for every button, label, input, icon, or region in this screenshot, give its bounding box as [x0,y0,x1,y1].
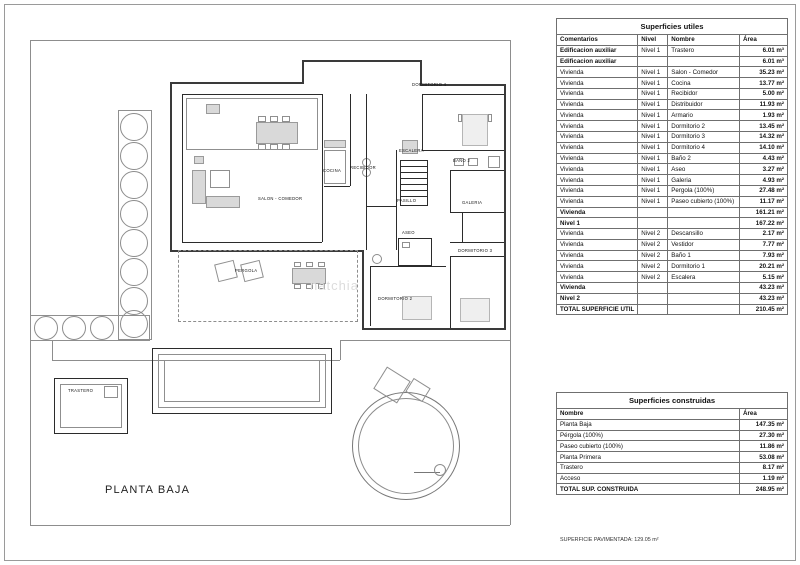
room-label-recibidor: RECIBIDOR [350,165,376,170]
table1-cell-r1-c0: Edificacion auxiliar [557,56,638,67]
table1-cell-r16-c0: Nivel 1 [557,218,638,229]
table2-col-nombre: Nombre [557,409,740,420]
room-label-aseo: ASEO [402,230,415,235]
table1-cell-r24-c1 [638,304,668,315]
table1-col-area: Área [740,35,788,46]
table1-cell-r0-c2: Trastero [668,45,740,56]
house-wall [504,84,506,330]
site-boundary-mid [340,340,510,341]
room-label-escalera: ESCALERA [399,148,424,153]
table1-cell-r4-c1: Nivel 1 [638,88,668,99]
table1-cell-r1-c2 [668,56,740,67]
table1-cell-r11-c3: 3.27 m² [740,164,788,175]
table1-cell-r19-c2: Baño 1 [668,250,740,261]
table-row [557,239,788,250]
floor-plan-drawing [10,10,550,555]
access-node [434,464,446,476]
room-label-pasillo: PASILLO [397,198,417,203]
table-row [557,473,788,484]
table1-cell-r21-c0: Vivienda [557,272,638,283]
table1-cell-r4-c0: Vivienda [557,88,638,99]
table2-cell-r1-c1: 27.30 m² [740,430,788,441]
table2-cell-r3-c0: Planta Primera [557,452,740,463]
interior-wall [450,170,451,212]
chair-icon [306,284,313,289]
site-boundary-right-low [510,350,511,525]
interior-wall [366,94,367,250]
table1-cell-r16-c1 [638,218,668,229]
table1-cell-r19-c3: 7.93 m² [740,250,788,261]
interior-wall [450,212,504,213]
table-row [557,78,788,89]
table-row [557,282,788,293]
table-row [557,218,788,229]
table2-title: Superficies construidas [557,393,788,409]
table1-cell-r2-c0: Vivienda [557,67,638,78]
table1-cell-r0-c0: Edificacion auxiliar [557,45,638,56]
chair-icon [282,116,290,122]
table1-col-nombre: Nombre [668,35,740,46]
table1-cell-r2-c1: Nivel 1 [638,67,668,78]
table1-cell-r15-c2 [668,207,740,218]
table1-cell-r24-c3: 210.45 m² [740,304,788,315]
interior-wall [422,150,504,151]
table1-cell-r7-c0: Vivienda [557,121,638,132]
table1-cell-r12-c3: 4.93 m² [740,175,788,186]
room-label-salon-comedor: SALON - COMEDOR [258,196,303,201]
table1-cell-r13-c1: Nivel 1 [638,185,668,196]
coffee-table-icon [210,170,230,188]
table2-cell-r6-c0: TOTAL SUP. CONSTRUIDA [557,484,740,495]
table1-cell-r19-c1: Nivel 2 [638,250,668,261]
table2-cell-r4-c0: Trastero [557,462,740,473]
chair-icon [318,262,325,267]
tree-icon [120,142,148,170]
table1-cell-r9-c0: Vivienda [557,142,638,153]
stair-step [400,196,428,197]
armchair-icon [194,156,204,164]
table1-cell-r4-c2: Recibidor [668,88,740,99]
table2-col-area: Área [740,409,788,420]
table2-cell-r2-c1: 11.86 m² [740,441,788,452]
room-label-dormitorio-3: DORMITORIO 3 [458,248,493,253]
room-label-bano-2: BAÑO 2 [453,158,471,163]
table-row [557,45,788,56]
table-row [557,484,788,495]
table1-cell-r21-c3: 5.15 m² [740,272,788,283]
room-label-trastero: TRASTERO [68,388,94,393]
table1-cell-r12-c1: Nivel 1 [638,175,668,186]
table-row [557,67,788,78]
table2-cell-r0-c1: 147.35 m² [740,419,788,430]
pool-water [164,360,320,402]
interior-wall [182,94,322,95]
bed-icon [460,298,490,322]
table1-cell-r7-c1: Nivel 1 [638,121,668,132]
table-superficies-utiles [556,18,788,315]
site-boundary-left [30,40,31,340]
trastero-fixture [104,386,118,398]
plant-icon [372,254,382,264]
table1-cell-r6-c2: Armario [668,110,740,121]
table1-cell-r10-c0: Vivienda [557,153,638,164]
table-row [557,153,788,164]
table1-cell-r3-c0: Vivienda [557,78,638,89]
table-row [557,142,788,153]
chair-icon [294,262,301,267]
table-row [557,132,788,143]
table-row [557,441,788,452]
chair-icon [282,144,290,150]
table1-cell-r22-c0: Vivienda [557,282,638,293]
table1-cell-r24-c0: TOTAL SUPERFICIE UTIL [557,304,638,315]
house-wall [420,60,422,84]
table1-cell-r15-c1 [638,207,668,218]
chair-icon [258,116,266,122]
kitchen-wall [324,186,350,187]
chair-icon [258,144,266,150]
table1-cell-r12-c2: Galeria [668,175,740,186]
table1-cell-r0-c1: Nivel 1 [638,45,668,56]
table1-cell-r10-c2: Baño 2 [668,153,740,164]
sink-icon [402,242,410,248]
table2-cell-r6-c1: 248.95 m² [740,484,788,495]
house-wall [362,250,364,330]
house-wall [170,82,302,84]
watermark-text: hatchia [310,278,359,293]
table-row [557,229,788,240]
table-row [557,175,788,186]
nightstand-icon [488,114,492,122]
table1-cell-r22-c1 [638,282,668,293]
table2-cell-r5-c0: Acceso [557,473,740,484]
table-row [557,121,788,132]
table-row [557,430,788,441]
table-row [557,261,788,272]
table1-cell-r17-c2: Descansillo [668,229,740,240]
table1-cell-r13-c3: 27.48 m² [740,185,788,196]
table2-cell-r5-c1: 1.19 m² [740,473,788,484]
table1-cell-r14-c0: Vivienda [557,196,638,207]
table1-cell-r20-c3: 20.21 m² [740,261,788,272]
table1-cell-r10-c3: 4.43 m² [740,153,788,164]
shower-icon [488,156,500,168]
table1-cell-r2-c3: 35.23 m² [740,67,788,78]
table1-cell-r18-c0: Vivienda [557,239,638,250]
site-boundary-left-low [30,340,31,525]
chair-icon [318,284,325,289]
table1-cell-r23-c1 [638,293,668,304]
table1-cell-r4-c3: 5.00 m² [740,88,788,99]
table1-cell-r2-c2: Salon - Comedor [668,67,740,78]
furniture-icon [206,104,220,114]
table1-cell-r7-c3: 13.45 m² [740,121,788,132]
table1-col-comentarios: Comentarios [557,35,638,46]
table1-cell-r20-c2: Dormitorio 1 [668,261,740,272]
table1-cell-r3-c1: Nivel 1 [638,78,668,89]
table1-cell-r5-c1: Nivel 1 [638,99,668,110]
tree-icon [62,316,86,340]
page-title: PLANTA BAJA [105,484,191,496]
table-row [557,196,788,207]
table1-cell-r14-c3: 11.17 m² [740,196,788,207]
table1-cell-r21-c1: Nivel 2 [638,272,668,283]
table1-cell-r11-c2: Aseo [668,164,740,175]
table1-cell-r8-c0: Vivienda [557,132,638,143]
table-row [557,293,788,304]
house-wall [302,60,304,84]
kitchen-unit [324,150,346,184]
site-boundary-step [340,340,341,360]
table1-cell-r12-c0: Vivienda [557,175,638,186]
house-wall [170,82,172,252]
sofa-icon [192,170,206,204]
table1-cell-r11-c1: Nivel 1 [638,164,668,175]
table2-cell-r0-c0: Planta Baja [557,419,740,430]
stair-step [400,190,428,191]
table-row [557,250,788,261]
house-wall [302,60,422,62]
nightstand-icon [458,114,462,122]
table-row [557,304,788,315]
table1-cell-r16-c3: 167.22 m² [740,218,788,229]
bed-icon [462,114,488,146]
chair-icon [270,144,278,150]
table1-cell-r22-c3: 43.23 m² [740,282,788,293]
table1-cell-r5-c2: Distribuidor [668,99,740,110]
interior-wall [422,94,504,95]
table1-cell-r15-c3: 161.21 m² [740,207,788,218]
table-row [557,462,788,473]
sofa-icon [206,196,240,208]
table1-cell-r18-c3: 7.77 m² [740,239,788,250]
table-row [557,452,788,463]
stair-step [400,184,428,185]
room-label-cocina: COCINA [323,168,342,173]
table2-cell-r4-c1: 8.17 m² [740,462,788,473]
table1-cell-r21-c2: Escalera [668,272,740,283]
table1-cell-r11-c0: Vivienda [557,164,638,175]
kitchen-wall [350,94,351,186]
table1-cell-r22-c2 [668,282,740,293]
table1-cell-r0-c3: 6.01 m³ [740,45,788,56]
table1-cell-r6-c3: 1.93 m² [740,110,788,121]
table1-cell-r1-c1 [638,56,668,67]
kitchen-counter [324,140,346,148]
table1-cell-r16-c2 [668,218,740,229]
table1-cell-r20-c1: Nivel 2 [638,261,668,272]
table1-cell-r8-c2: Dormitorio 3 [668,132,740,143]
table-row [557,185,788,196]
table2-cell-r3-c1: 53.08 m² [740,452,788,463]
table1-cell-r8-c1: Nivel 1 [638,132,668,143]
table-row [557,99,788,110]
room-label-galeria: GALERIA [462,200,483,205]
table1-cell-r13-c2: Pergola (100%) [668,185,740,196]
outdoor-table-icon [292,268,326,284]
table1-cell-r19-c0: Vivienda [557,250,638,261]
table1-cell-r17-c1: Nivel 2 [638,229,668,240]
table-row [557,164,788,175]
stair-step [400,166,428,167]
table-row [557,272,788,283]
site-boundary-right [510,40,511,350]
room-label-dormitorio-4: DORMITORIO 4 [412,82,447,87]
table1-col-nivel: Nivel [638,35,668,46]
table1-cell-r17-c3: 2.17 m² [740,229,788,240]
table-row [557,88,788,99]
interior-wall [422,94,423,150]
table1-cell-r7-c2: Dormitorio 2 [668,121,740,132]
tree-icon [34,316,58,340]
interior-wall [370,266,371,326]
interior-wall [182,94,183,242]
chair-icon [270,116,278,122]
table-row [557,110,788,121]
table1-cell-r3-c2: Cocina [668,78,740,89]
room-label-dormitorio-2: DORMITORIO 2 [378,296,413,301]
site-boundary-top [30,40,510,41]
interior-wall [462,212,463,242]
table1-cell-r9-c1: Nivel 1 [638,142,668,153]
chair-icon [294,284,301,289]
interior-wall [366,206,396,207]
table2-cell-r2-c0: Paseo cubierto (100%) [557,441,740,452]
tree-icon [120,171,148,199]
dining-table-icon [256,122,298,144]
interior-wall [450,256,504,257]
pergola-area [178,250,358,322]
table-row [557,56,788,67]
tree-icon [120,229,148,257]
tree-icon [120,113,148,141]
interior-wall [182,242,322,243]
site-boundary-bottom [30,525,510,526]
table1-cell-r9-c3: 14.10 m² [740,142,788,153]
stair-step [400,172,428,173]
table1-cell-r10-c1: Nivel 1 [638,153,668,164]
table2-cell-r1-c0: Pérgola (100%) [557,430,740,441]
table1-cell-r23-c3: 43.23 m² [740,293,788,304]
table1-cell-r18-c2: Vestidor [668,239,740,250]
table1-cell-r8-c3: 14.32 m² [740,132,788,143]
table1-cell-r9-c2: Dormitorio 4 [668,142,740,153]
interior-wall [450,242,504,243]
table-row [557,419,788,430]
table1-cell-r5-c3: 11.93 m² [740,99,788,110]
room-label-pergola: PERGOLA [235,268,258,273]
table1-cell-r1-c3: 6.01 m³ [740,56,788,67]
interior-wall [450,256,451,328]
table1-cell-r17-c0: Vivienda [557,229,638,240]
table1-title: Superficies utiles [557,19,788,35]
stair-step [400,178,428,179]
table1-cell-r13-c0: Vivienda [557,185,638,196]
table1-cell-r5-c0: Vivienda [557,99,638,110]
note-superficie-pavimentada: SUPERFICIE PAVIMENTADA: 129.05 m² [560,537,659,543]
table-row [557,207,788,218]
table1-cell-r14-c2: Paseo cubierto (100%) [668,196,740,207]
site-boundary-left-step-v [52,340,53,360]
table1-cell-r6-c0: Vivienda [557,110,638,121]
table1-cell-r6-c1: Nivel 1 [638,110,668,121]
table1-cell-r3-c3: 13.77 m² [740,78,788,89]
chair-icon [306,262,313,267]
table1-cell-r23-c0: Nivel 2 [557,293,638,304]
table1-cell-r24-c2 [668,304,740,315]
interior-wall [370,266,446,267]
driveway-circle-inner [358,398,454,494]
table1-cell-r18-c1: Nivel 2 [638,239,668,250]
tree-icon [120,200,148,228]
table1-cell-r15-c0: Vivienda [557,207,638,218]
interior-wall [450,170,504,171]
table-superficies-construidas [556,392,788,495]
table1-cell-r20-c0: Vivienda [557,261,638,272]
house-wall [362,328,506,330]
table1-cell-r14-c1: Nivel 1 [638,196,668,207]
tree-icon [90,316,114,340]
table1-cell-r23-c2 [668,293,740,304]
tree-icon [120,258,148,286]
